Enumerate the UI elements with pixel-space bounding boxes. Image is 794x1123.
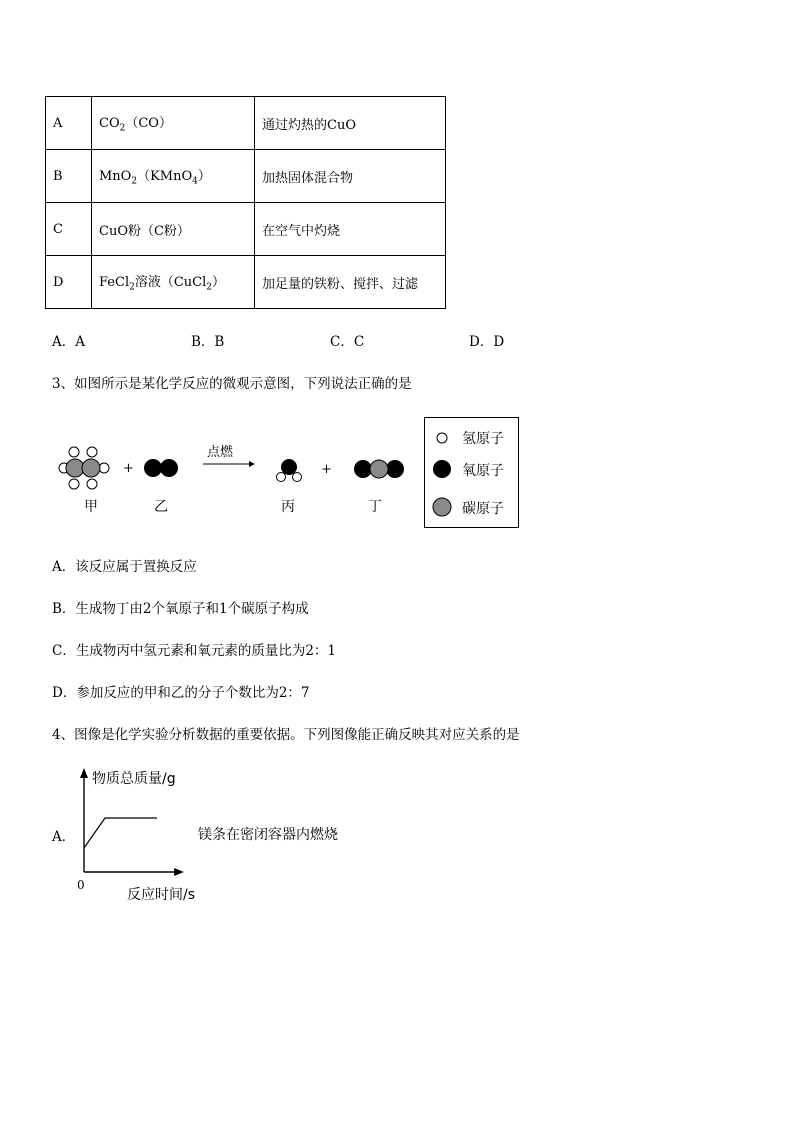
row-letter: D <box>46 256 92 309</box>
label-bing: 丙 <box>281 499 295 515</box>
options-table <box>45 96 446 309</box>
plus-sign-1: + <box>123 461 134 476</box>
table-row <box>46 150 446 203</box>
mass-curve <box>84 818 157 848</box>
row-letter: A <box>46 97 92 150</box>
graph-origin: 0 <box>77 878 85 892</box>
q4-option-a-letter[interactable]: A． <box>52 829 76 845</box>
arrow-head-icon <box>249 461 255 467</box>
q2-option-c[interactable]: C．C <box>330 334 365 350</box>
row-letter: B <box>46 150 92 203</box>
plus-sign-2: + <box>321 462 332 477</box>
row-substance: FeCl$_2$溶液（CuCl$_2$） <box>92 256 255 309</box>
graph-caption: 镁条在密闭容器内燃烧 <box>198 827 338 843</box>
row-substance: MnO$_2$（KMnO$_4$） <box>92 150 255 203</box>
table-row <box>46 256 446 309</box>
q3-option-b[interactable]: B．生成物丁由2个氧原子和1个碳原子构成 <box>52 601 309 617</box>
q2-option-b[interactable]: B．B <box>191 334 225 350</box>
q3-option-c[interactable]: C．生成物丙中氢元素和氧元素的质量比为2：1 <box>52 643 337 659</box>
q3-stem: 3、如图所示是某化学反应的微观示意图，下列说法正确的是 <box>52 376 412 392</box>
reaction-diagram <box>50 415 420 525</box>
row-substance: $CO_2(CO)$ <box>92 97 255 150</box>
row-method: 在空气中灼烧 <box>255 203 446 256</box>
row-method: 加热固体混合物 <box>255 150 446 203</box>
legend-carbon: 碳原子 <box>462 501 504 517</box>
q2-option-a[interactable]: A．A <box>52 334 85 350</box>
molecule-bing <box>277 459 302 482</box>
x-axis-arrow-icon <box>174 868 184 876</box>
legend-oxygen: 氧原子 <box>462 463 504 479</box>
label-jia: 甲 <box>84 499 98 515</box>
legend-hydrogen: 氢原子 <box>462 431 504 447</box>
graph-xlabel: 反应时间/s <box>127 887 196 903</box>
row-substance: CuO粉（C粉） <box>92 203 255 256</box>
atom-legend <box>424 417 519 528</box>
molecule-yi <box>144 459 178 477</box>
reaction-condition: 点燃 <box>207 445 234 460</box>
label-ding: 丁 <box>368 499 382 515</box>
row-method: 通过灼热的CuO <box>255 97 446 150</box>
hydrogen-atom-icon <box>437 433 447 443</box>
oxygen-atom-icon <box>433 460 451 478</box>
row-method: 加足量的铁粉、搅拌、过滤 <box>255 256 446 309</box>
q3-option-d[interactable]: D．参加反应的甲和乙的分子个数比为2：7 <box>52 685 310 701</box>
table-row <box>46 97 446 150</box>
label-yi: 乙 <box>154 499 168 515</box>
molecule-jia <box>59 447 109 489</box>
q4-stem: 4、图像是化学实验分析数据的重要依据。下列图像能正确反映其对应关系的是 <box>52 727 520 743</box>
row-letter: C <box>46 203 92 256</box>
carbon-atom-icon <box>433 498 451 516</box>
table-row <box>46 203 446 256</box>
y-axis-arrow-icon <box>80 768 88 778</box>
q2-option-d[interactable]: D．D <box>469 334 505 350</box>
molecule-ding <box>354 460 404 478</box>
graph-ylabel: 物质总质量/g <box>92 771 176 787</box>
q3-option-a[interactable]: A．该反应属于置换反应 <box>52 559 197 575</box>
